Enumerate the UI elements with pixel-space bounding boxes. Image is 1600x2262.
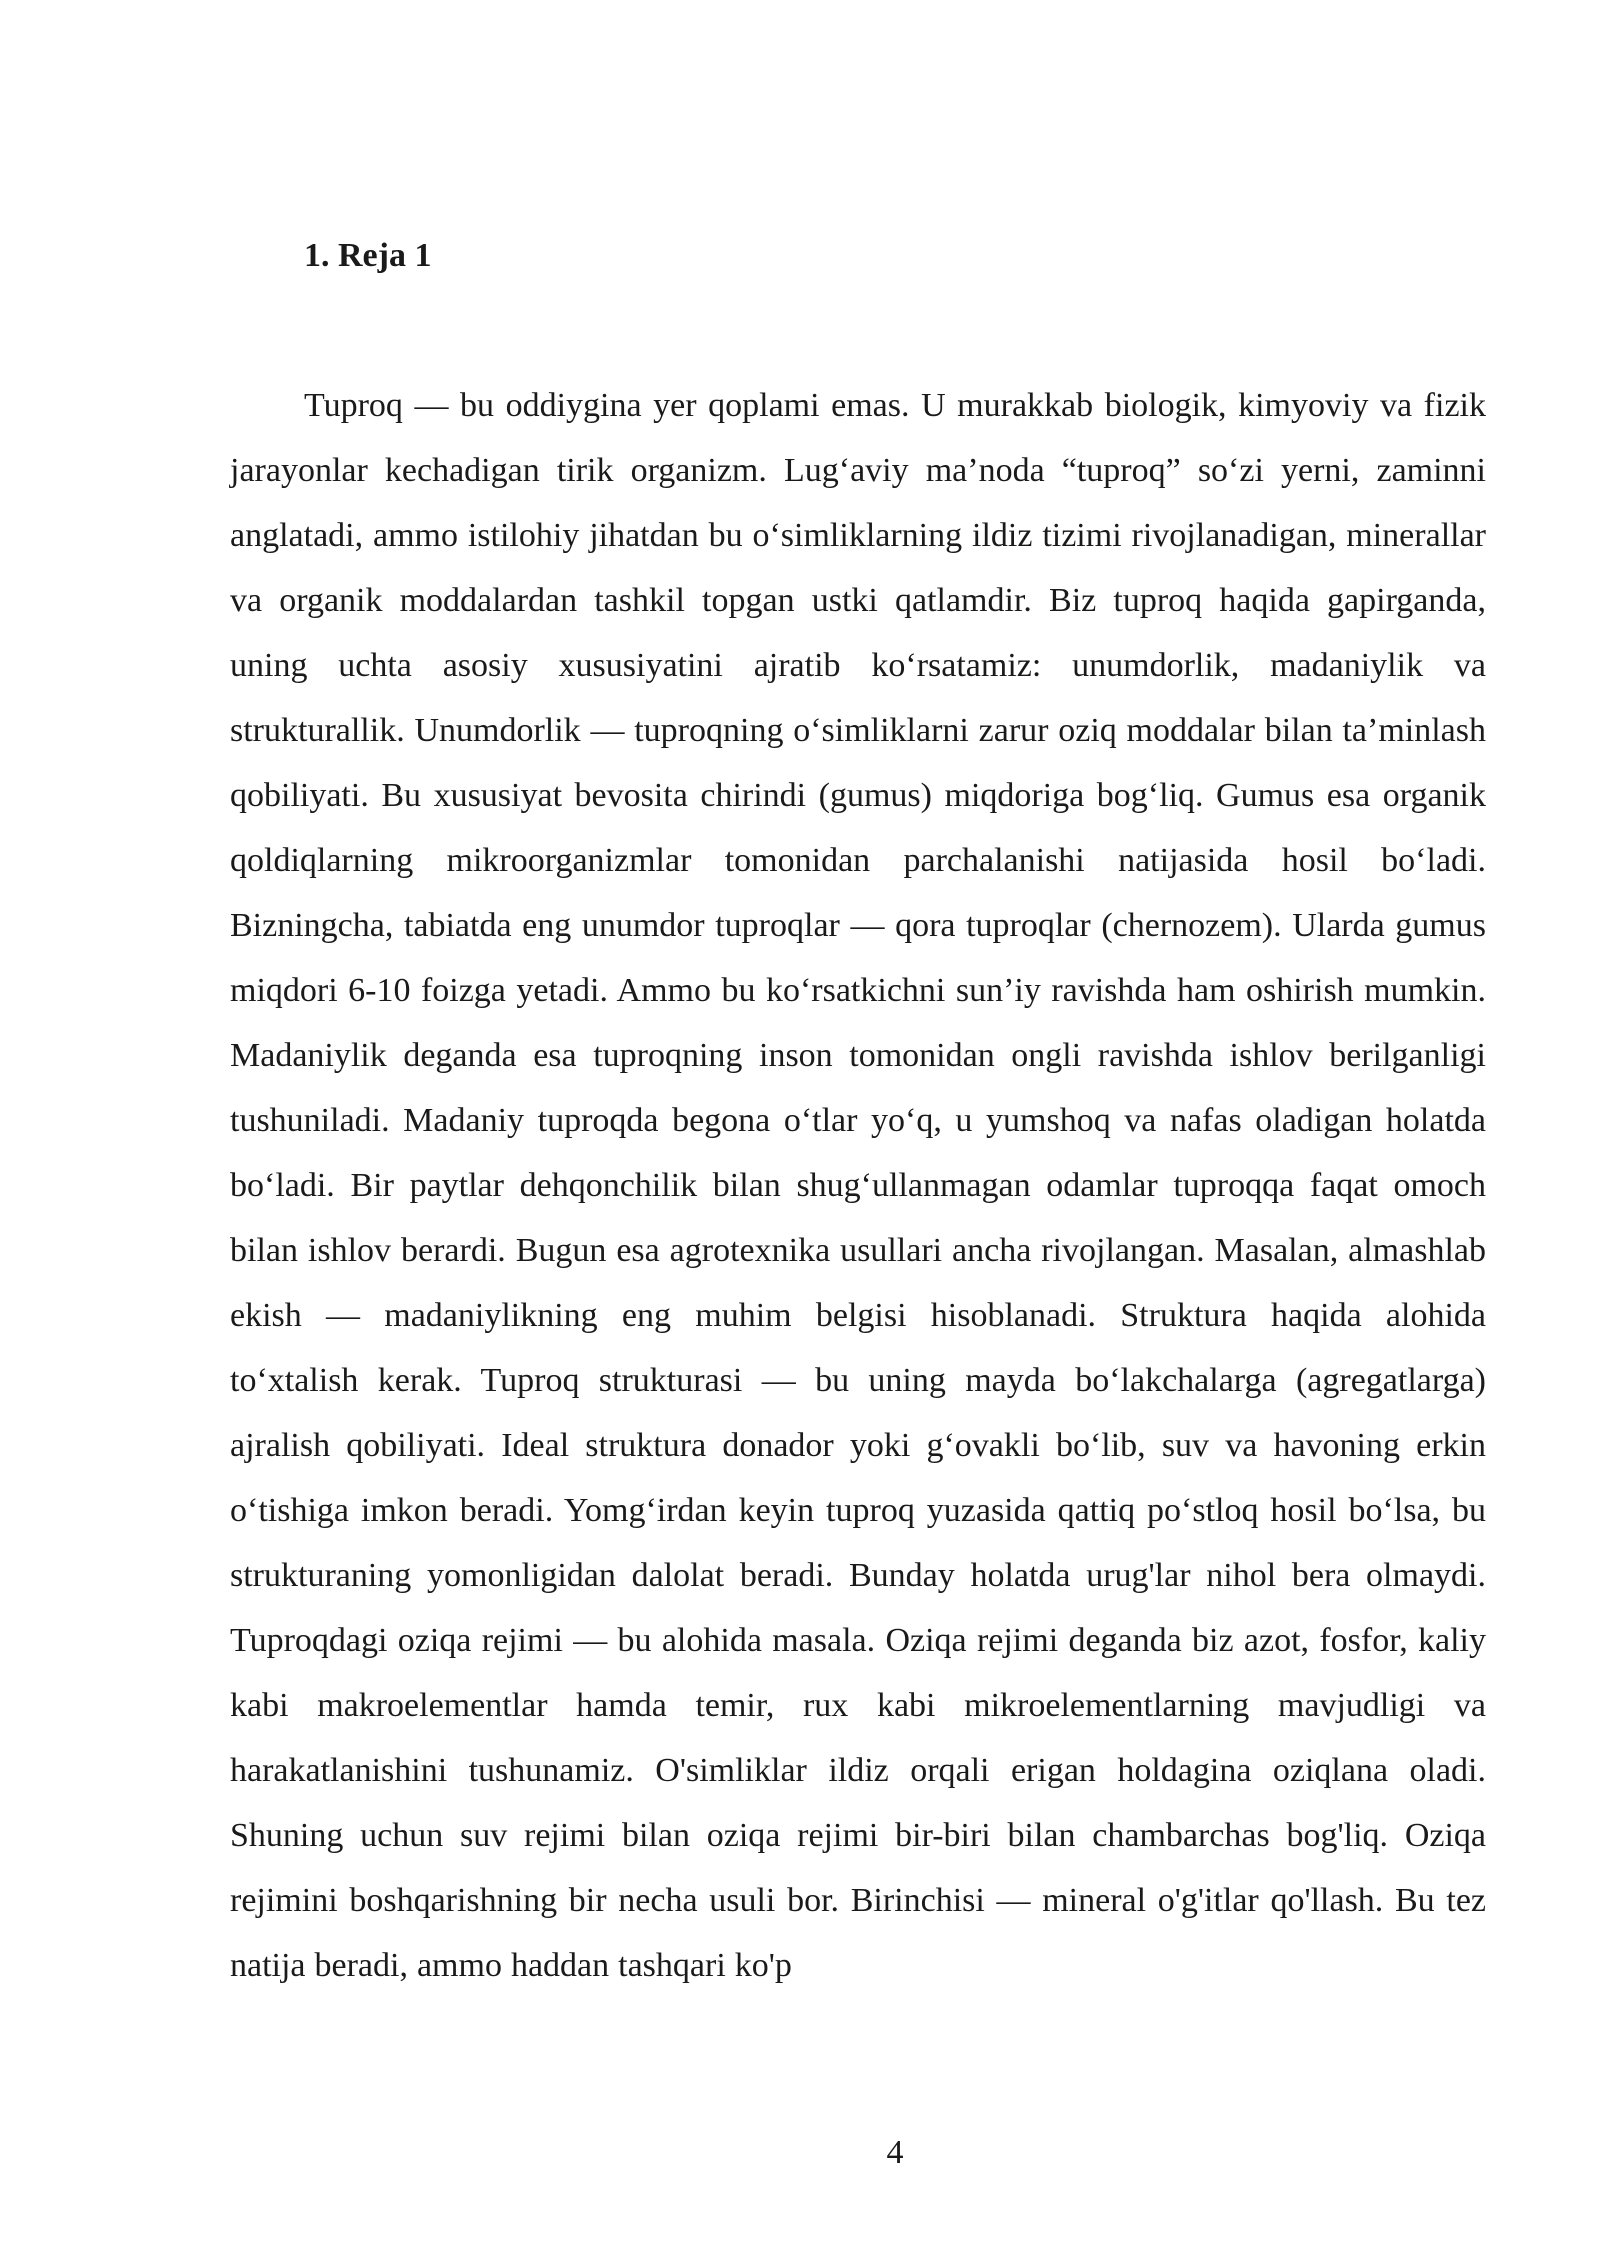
body-paragraph: Tuproq — bu oddiygina yer qoplami emas. U murakkab biologik, kimyoviy va fizik jarayonlar kechadigan tirik organizm. Lug‘aviy ma’noda “tuproq” so‘zi yerni, zaminni anglatadi, ammo istilohiy jihatdan bu o‘simliklarning ildiz tizimi rivojlanadigan, minerallar va organik moddalardan tashkil topgan ustki qatlamdir. Biz tuproq haqida gapirganda, uning uchta asosiy xususiyatini ajratib ko‘rsatamiz: unumdorlik, madaniylik va strukturallik. Unumdorlik — tuproqning o‘simliklarni zarur oziq moddalar bilan ta’minlash qobiliyati. Bu xususiyat bevosita chirindi (gumus) miqdoriga bog‘liq. Gumus esa organik qoldiqlarning mikroorganizmlar tomonidan parchalanishi natijasida hosil bo‘ladi. Bizningcha, tabiatda eng unumdor tuproqlar — qora tuproqlar (chernozem). Ularda gumus miqdori 6-10 foizga yetadi. Ammo bu ko‘rsatkichni sun’iy ravishda ham oshirish mumkin. Madaniylik deganda esa tuproqning inson tomonidan ongli ravishda ishlov berilganligi tushuniladi. Madaniy tuproqda begona o‘tlar yo‘q, u yumshoq va nafas oladigan holatda bo‘ladi. Bir paytlar dehqonchilik bilan shug‘ullanmagan odamlar tuproqqa faqat omoch bilan ishlov berardi. Bugun esa agrotexnika usullari ancha rivojlangan. Masalan, almashlab ekish — madaniylikning eng muhim belgisi hisoblanadi. Struktura haqida alohida to‘xtalish kerak. Tuproq strukturasi — bu uning mayda bo‘lakchalarga (agregatlarga) ajralish qobiliyati. Ideal struktura donador yoki g‘ovakli bo‘lib, suv va havoning erkin o‘tishiga imkon beradi. Yomg‘irdan keyin tuproq yuzasida qattiq po‘stloq hosil bo‘lsa, bu strukturaning yomonligidan dalolat beradi. Bunday holatda urug'lar nihol bera olmaydi. Tuproqdagi oziqa rejimi — bu alohida masala. Oziqa rejimi deganda biz azot, fosfor, kaliy kabi makroelementlar hamda temir, rux kabi mikroelementlarning mavjudligi va harakatlanishini tushunamiz. O'simliklar ildiz orqali erigan holdagina oziqlana oladi. Shuning uchun suv rejimi bilan oziqa rejimi bir-biri bilan chambarchas bog'liq. Oziqa rejimini boshqarishning bir necha usuli bor. Birinchisi — mineral o'g'itlar qo'llash. Bu tez natija beradi, ammo haddan tashqari ko'p <box>230 387 1486 1984</box>
page-number: 4 <box>886 2134 904 2171</box>
section-heading: 1. Reja 1 <box>304 237 432 274</box>
